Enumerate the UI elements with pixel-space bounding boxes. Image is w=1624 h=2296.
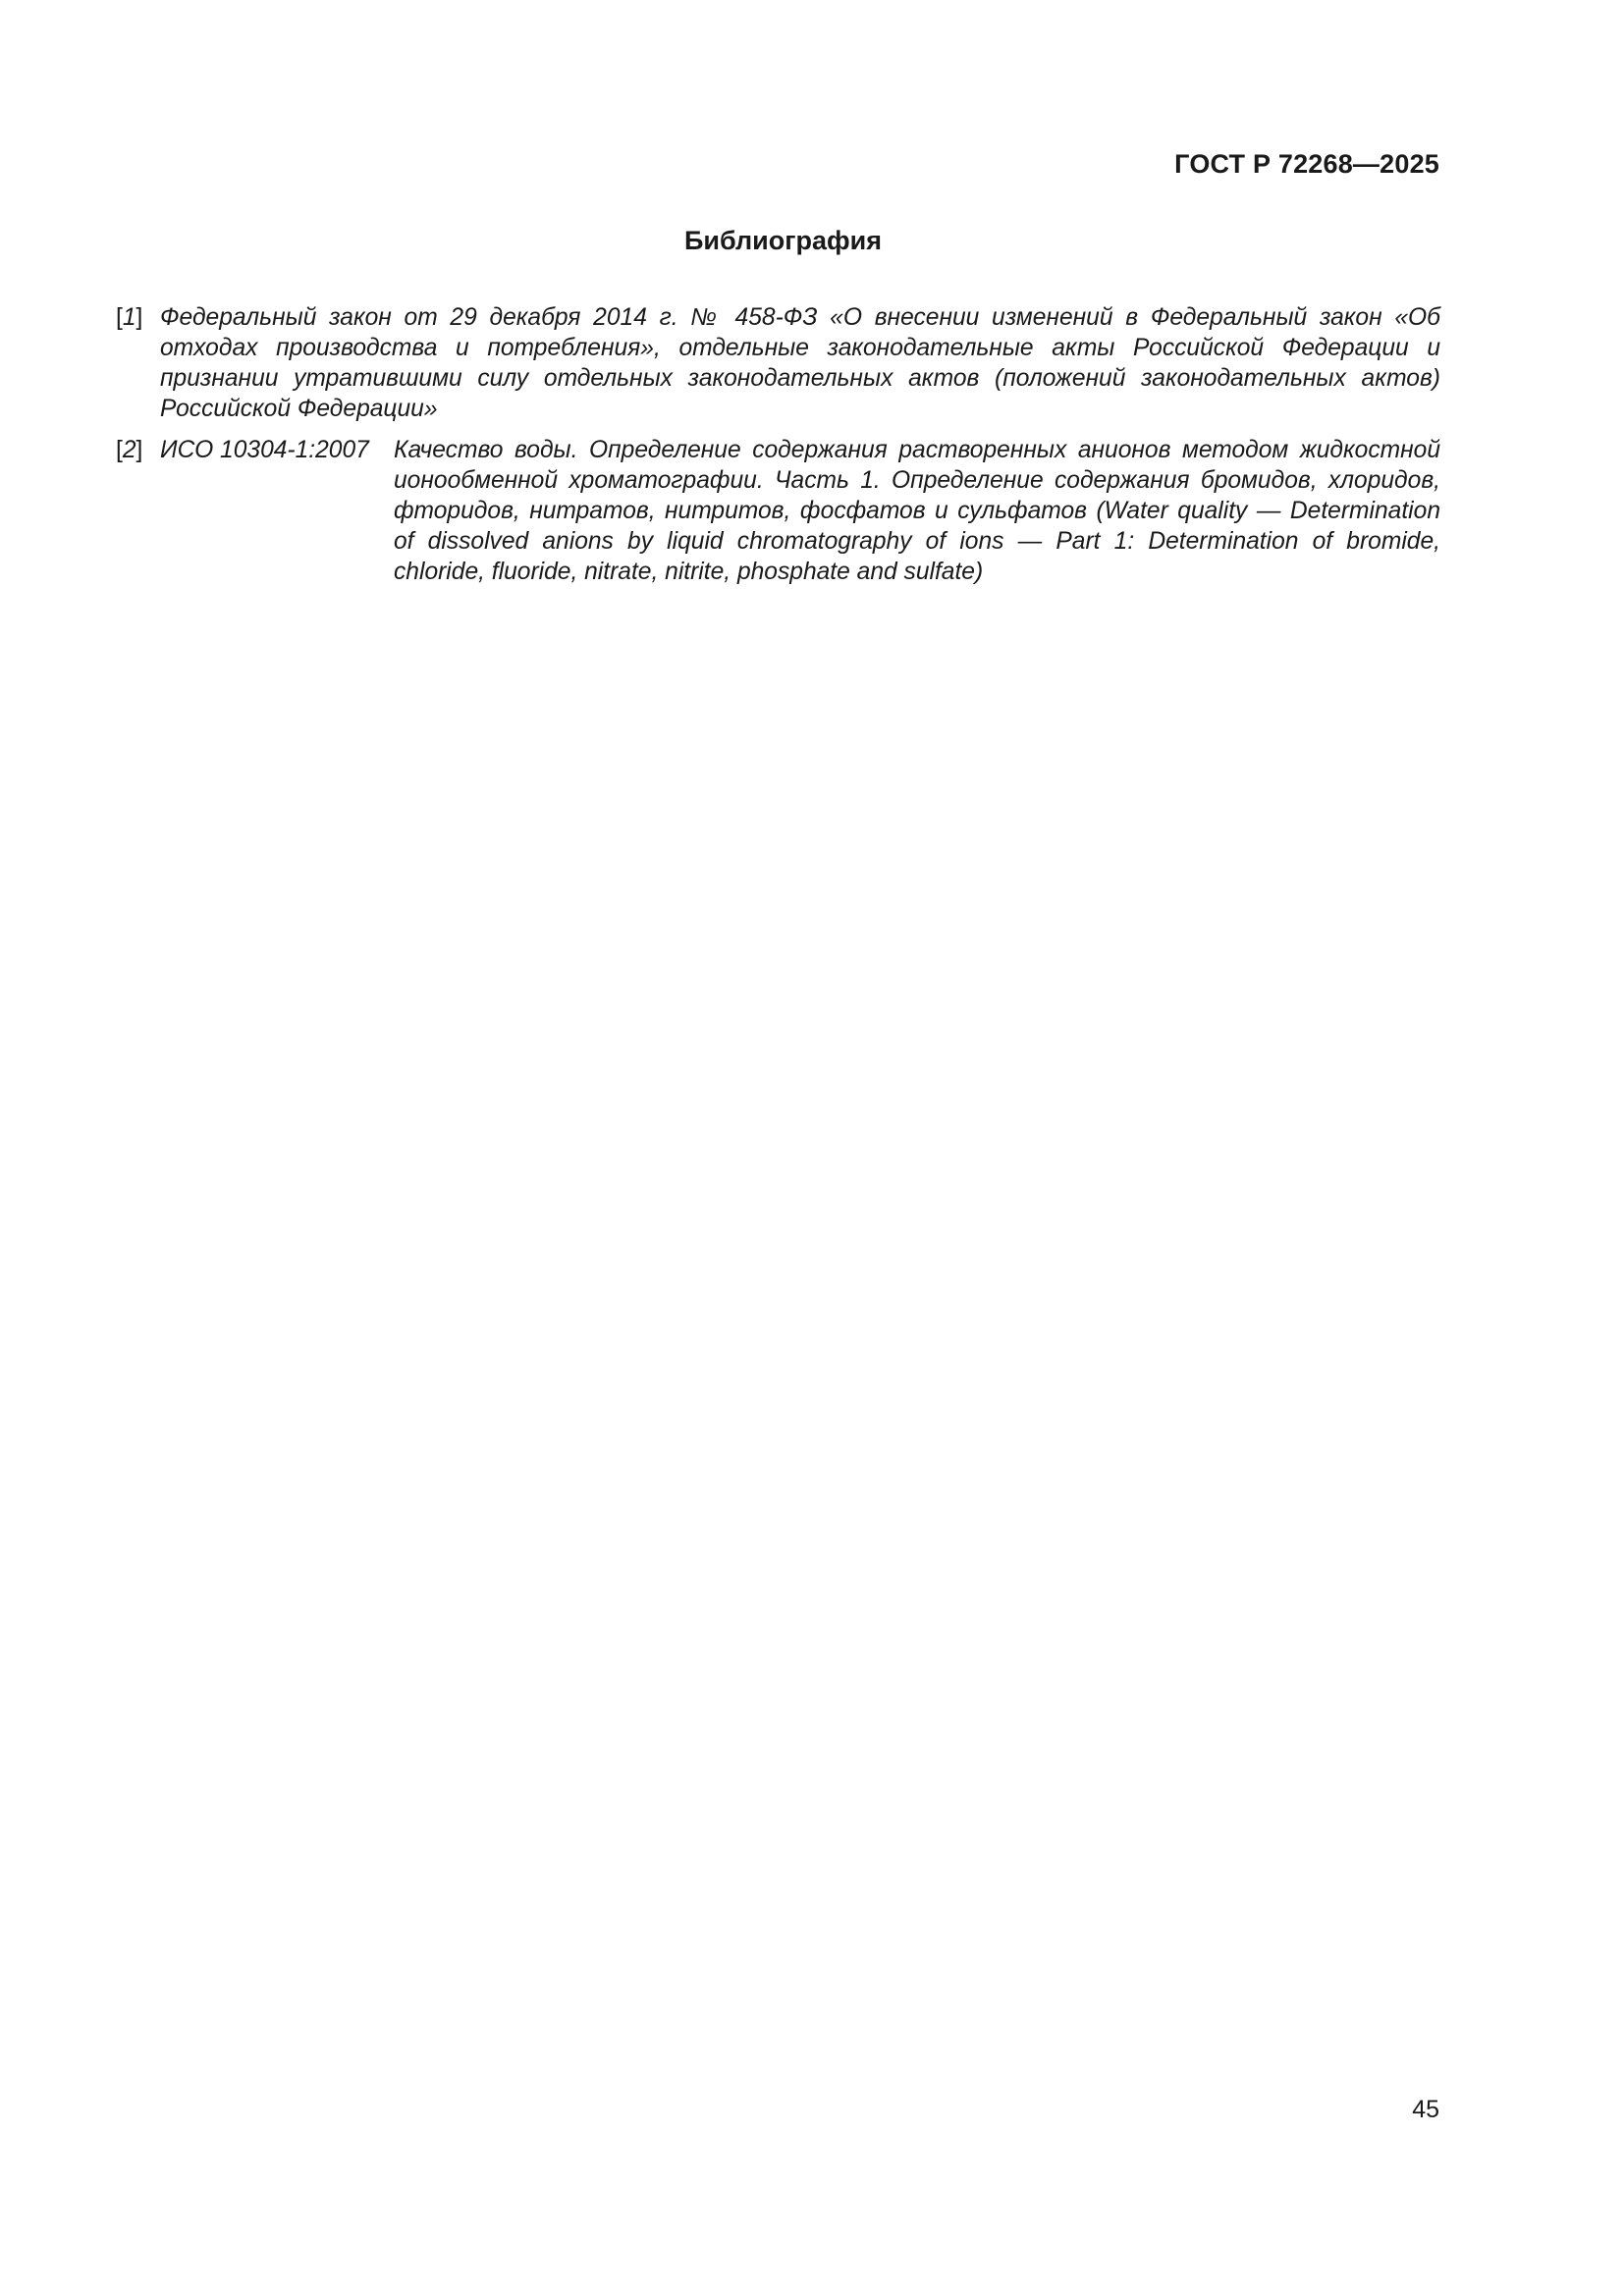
entry-text: Качество воды. Определение содержания растворенных анионов методом жидкостной ионообменной хроматографии. Часть 1. Определение содержания бромидов, хлоридов, фторидов, нитратов, нитритов, фосфатов и сульфатов (Water quality — Determination of dissolved anions by liquid chromatography of ions — Part 1: Determination of bromide, chloride, fluoride, nitrate, nitrite, phosphate and sulfate) xyxy=(394,437,1440,585)
entry-number: [2] xyxy=(116,437,143,463)
entry-text: Федеральный закон от 29 декабря 2014 г. № 458-ФЗ «О внесении изменений в Федеральный закон «Об отходах производства и потребления», отдельные законодательные акты Российской Федерации и признании утратившими силу отдельных законодательных актов (положений законодательных актов) Российской Федерации» xyxy=(160,304,1440,422)
document-code: ГОСТ Р 72268—2025 xyxy=(1174,149,1439,179)
bibliography-title: Библиография xyxy=(684,226,882,255)
entry-reference: ИСО 10304-1:2007 xyxy=(160,437,369,463)
bibliography-entry xyxy=(116,302,1440,424)
bibliography-entry xyxy=(116,435,1440,587)
page-number: 45 xyxy=(1412,2096,1439,2123)
bibliography-list xyxy=(116,302,1440,598)
entry-number: [1] xyxy=(116,304,143,331)
